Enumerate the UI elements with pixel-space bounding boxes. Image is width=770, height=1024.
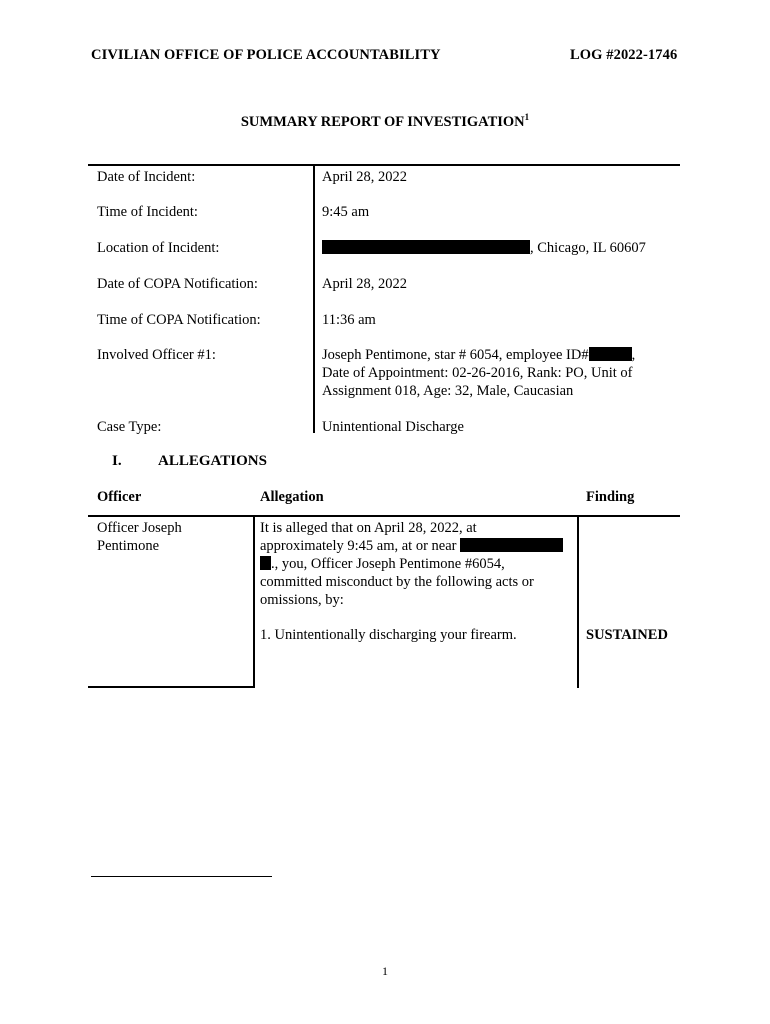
allegation-officer-cell [97,519,182,555]
column-header-finding: Finding [586,489,635,505]
allegations-header-rule [88,515,680,517]
footnote-rule [91,876,272,877]
officer-id-prefix: Joseph Pentimone, star # 6054, employee ID# [322,347,589,363]
allegation-line-5: omissions, by: [260,592,344,608]
allegation-line-3-text: ., you, Officer Joseph Pentimone #6054, [271,556,505,572]
column-header-allegation: Allegation [260,489,324,505]
redaction-bar [260,556,271,570]
location-label: Location of Incident: [97,240,220,256]
agency-name: CIVILIAN OFFICE OF POLICE ACCOUNTABILITY [91,47,441,63]
officer-name-line-2: Pentimone [97,538,160,554]
officer-line-2: Date of Appointment: 02-26-2016, Rank: PO, Unit of [322,365,633,381]
allegation-item-1: 1. Unintentionally discharging your firearm. [260,627,517,643]
redaction-bar [460,538,563,552]
location-city: , Chicago, IL 60607 [530,240,646,256]
redaction-bar [589,347,632,361]
allegations-divider-2 [577,516,579,688]
case-type-value: Unintentional Discharge [322,419,464,435]
allegation-text-cell [260,519,575,609]
info-table-top-rule [88,164,680,166]
allegation-line-2-text: approximately 9:45 am, at or near [260,538,457,554]
section-number: I. [112,453,122,469]
notification-time-label: Time of COPA Notification: [97,312,261,328]
finding-status-badge: SUSTAINED [586,627,668,643]
report-title-text: SUMMARY REPORT OF INVESTIGATION [240,114,525,130]
page-number: 1 [382,964,388,978]
location-value [322,239,646,257]
involved-officer-value [322,346,635,400]
time-of-incident-value: 9:45 am [322,204,370,220]
section-title: ALLEGATIONS [158,453,267,469]
officer-name-line-1: Officer Joseph [97,520,182,536]
allegation-line-3 [260,555,575,573]
allegations-divider-1 [253,516,255,688]
officer-line-1 [322,346,635,364]
notification-date-label: Date of COPA Notification: [97,276,258,292]
column-header-officer: Officer [97,489,142,505]
allegation-line-2 [260,537,575,555]
allegation-line-4: committed misconduct by the following acts or [260,574,534,590]
notification-time-value: 11:36 am [322,312,376,328]
allegations-bottom-rule [88,686,255,688]
date-of-incident-value: April 28, 2022 [322,169,407,185]
officer-line-3: Assignment 018, Age: 32, Male, Caucasian [322,383,574,399]
redaction-bar [322,240,530,254]
notification-date-value: April 28, 2022 [322,276,407,292]
allegation-line-1: It is alleged that on April 28, 2022, at [260,520,477,536]
report-title [0,112,770,131]
info-table-divider [313,165,315,433]
footnote-mark: 1 [524,112,530,122]
case-type-label: Case Type: [97,419,162,435]
time-of-incident-label: Time of Incident: [97,204,198,220]
involved-officer-label: Involved Officer #1: [97,347,216,363]
date-of-incident-label: Date of Incident: [97,169,196,185]
log-number: LOG #2022-1746 [570,47,678,63]
officer-id-suffix: , [631,347,636,363]
